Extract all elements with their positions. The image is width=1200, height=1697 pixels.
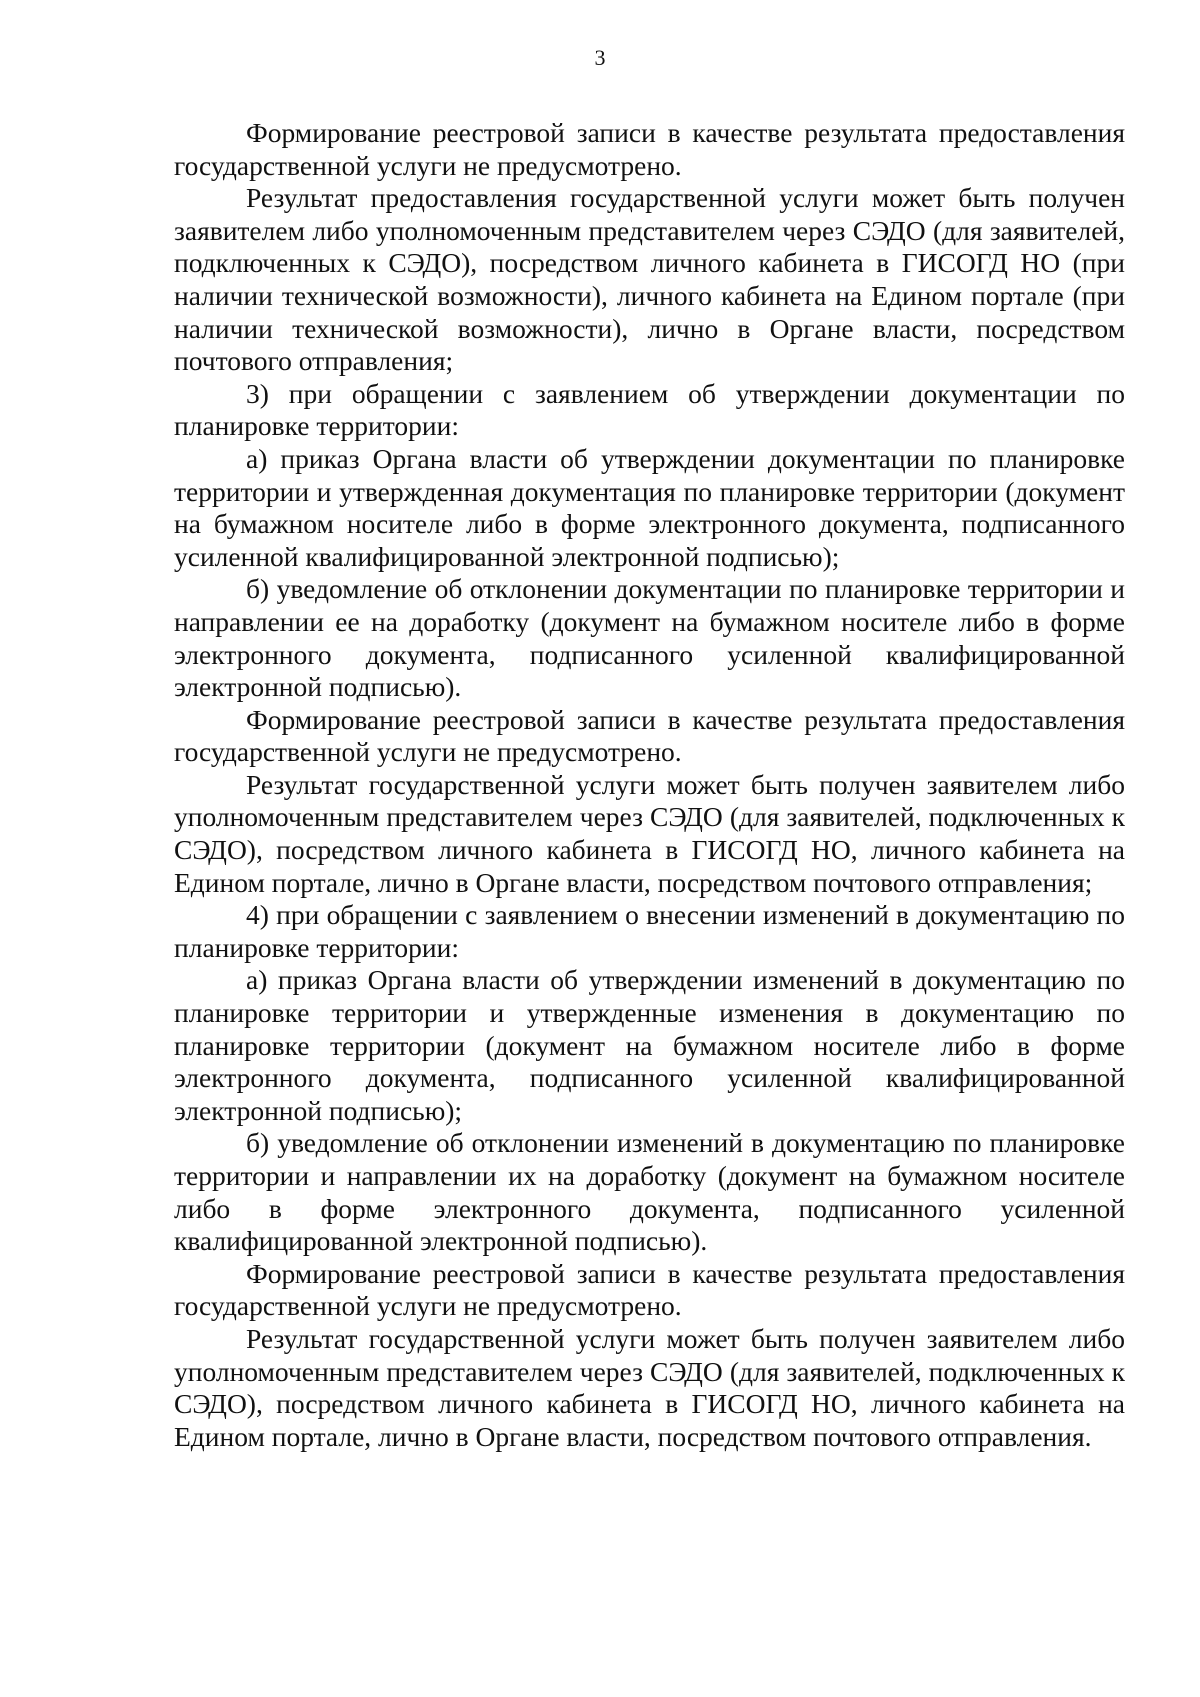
paragraph-item-4a-order: а) приказ Органа власти об утверждении изменений в документацию по планировке территории и утвержденные изменения в документацию по планировке территории (документ на бумажном носителе либо в форме электронного документа, подписанного усиленной квалифицированной электронной подписью);	[174, 964, 1125, 1126]
paragraph-result-delivery-3: Результат государственной услуги может быть получен заявителем либо уполномоченным представителем через СЭДО (для заявителей, подключенных к СЭДО), посредством личного кабинета в ГИСОГД НО, личного кабинета на Едином портале, лично в Органе власти, посредством почтового отправления.	[174, 1322, 1125, 1452]
paragraph-item-3-approval: 3) при обращении с заявлением об утверждении документации по планировке территории:	[174, 377, 1125, 442]
paragraph-registry-note-2: Формирование реестровой записи в качестве результата предоставления государственной услуги не предусмотрено.	[174, 703, 1125, 768]
paragraph-item-3a-order: а) приказ Органа власти об утверждении документации по планировке территории и утвержденная документация по планировке территории (документ на бумажном носителе либо в форме электронного документа, подписанного усиленной квалифицированной электронной подписью);	[174, 442, 1125, 572]
paragraph-registry-note-1: Формирование реестровой записи в качестве результата предоставления государственной услуги не предусмотрено.	[174, 117, 1125, 181]
paragraph-item-4-changes: 4) при обращении с заявлением о внесении изменений в документацию по планировке территории:	[174, 899, 1125, 963]
paragraph-registry-note-3: Формирование реестровой записи в качестве результата предоставления государственной услуги не предусмотрено.	[174, 1257, 1125, 1322]
paragraph-result-delivery-1: Результат предоставления государственной услуги может быть получен заявителем либо уполномоченным представителем через СЭДО (для заявителей, подключенных к СЭДО), посредством личного кабинета в ГИСОГД НО (при наличии технической возможности), личного кабинета на Едином портале (при наличии технической возможности), лично в Органе власти, посредством почтового отправления;	[174, 182, 1125, 377]
paragraph-item-4b-rejection: б) уведомление об отклонении изменений в документацию по планировке территории и направлении их на доработку (документ на бумажном носителе либо в форме электронного документа, подписанного усиленной квалифицированной электронной подписью).	[174, 1127, 1125, 1257]
page-number: 3	[594, 45, 606, 70]
paragraph-item-3b-rejection: б) уведомление об отклонении документации по планировке территории и направлении ее на доработку (документ на бумажном носителе либо в форме электронного документа, подписанного усиленной квалифицированной электронной подписью).	[174, 573, 1125, 703]
paragraph-result-delivery-2: Результат государственной услуги может быть получен заявителем либо уполномоченным представителем через СЭДО (для заявителей, подключенных к СЭДО), посредством личного кабинета в ГИСОГД НО, личного кабинета на Едином портале, лично в Органе власти, посредством почтового отправления;	[174, 768, 1125, 898]
document-body	[174, 117, 1125, 1453]
